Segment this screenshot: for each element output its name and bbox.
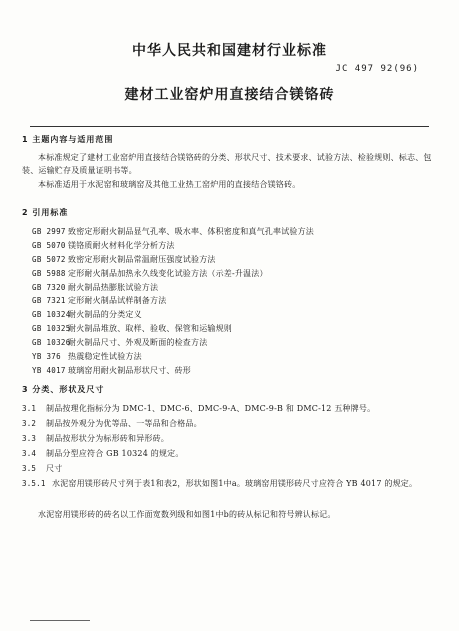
ref-title: 耐火制品的分类定义	[68, 310, 142, 320]
list-item	[32, 294, 442, 308]
standard-number: JC 497 92(96)	[335, 64, 419, 74]
ref-title: 耐火制品尺寸、外观及断面的检查方法	[68, 338, 208, 348]
ref-code: GB 5070	[32, 240, 66, 250]
ref-code: GB 5072	[32, 254, 66, 264]
ref-code: YB 4017	[32, 365, 66, 375]
clause-number: 3.4	[22, 449, 37, 458]
referenced-standards-list	[32, 225, 442, 378]
section-1-paragraph-1: 本标准规定了建材工业窑炉用直接结合镁铬砖的分类、形状尺寸、技术要求、试验方法、检验规则、标志、包装、运输贮存及质量证明书等。	[22, 153, 432, 175]
clause-text: 水泥窑用镁形砖尺寸列于表1和表2，形状如图1中a。玻璃窑用镁形砖尺寸应符合 YB 4017 的规定。	[52, 479, 418, 488]
list-item	[32, 336, 442, 350]
ref-code: GB 5988	[32, 268, 66, 278]
clause-text: 制品分型应符合 GB 10324 的规定。	[46, 449, 184, 458]
clause-3-5-1	[22, 477, 437, 490]
ref-title: 镁铬质耐火材料化学分析方法	[68, 240, 175, 250]
ref-code: GB 7320	[32, 282, 66, 292]
clause-number: 3.5	[22, 464, 37, 473]
section-1-heading: 1 主题内容与适用范围	[22, 135, 114, 144]
ref-title: 致密定形耐火制品显气孔率、吸水率、体积密度和真气孔率试验方法	[68, 227, 314, 236]
ref-code: GB 10325	[32, 324, 71, 334]
clause-3-3	[22, 432, 437, 445]
list-item	[32, 350, 442, 364]
ref-title: 热震稳定性试验方法	[68, 352, 142, 362]
document-title: 建材工业窑炉用直接结合镁铬砖	[124, 87, 335, 103]
clause-3-2	[22, 417, 437, 430]
list-item	[32, 364, 442, 378]
footer-divider	[30, 620, 90, 621]
ref-title: 耐火制品热膨胀试验方法	[68, 282, 159, 292]
list-item	[32, 322, 442, 336]
clause-number: 3.3	[22, 434, 37, 443]
ref-title: 定形耐火制品试样制备方法	[68, 296, 167, 306]
clause-3-1	[22, 402, 437, 415]
list-item	[32, 308, 442, 322]
ref-code: YB 376	[32, 352, 61, 362]
clause-3-5	[22, 462, 437, 475]
section-1-paragraph-2: 本标准适用于水泥窑和玻璃窑及其他工业热工窑炉用的直接结合镁铬砖。	[38, 180, 301, 189]
clause-text: 制品按理化指标分为 DMC-1、DMC-6、DMC-9-A、DMC-9-B 和 DMC-12 五种牌号。	[46, 404, 376, 413]
ref-code: GB 7321	[32, 296, 66, 306]
section-2-heading: 2 引用标准	[22, 208, 69, 217]
list-item	[32, 225, 442, 239]
clause-3-4	[22, 447, 437, 460]
clause-number: 3.2	[22, 419, 37, 428]
ref-title: 定形耐火制品加热永久线变化试验方法（示差-升温法）	[68, 268, 268, 278]
clause-number: 3.1	[22, 404, 37, 413]
list-item	[32, 239, 442, 253]
ref-code: GB 10326	[32, 338, 71, 348]
issuing-authority: 中华人民共和国建材行业标准	[132, 43, 327, 59]
ref-code: GB 10324	[32, 310, 71, 320]
list-item	[32, 253, 442, 267]
list-item	[32, 281, 442, 295]
ref-title: 玻璃窑用耐火制品形状尺寸、砖形	[68, 365, 191, 375]
ref-title: 致密定形耐火制品常温耐压强度试验方法	[68, 254, 216, 264]
clause-text: 制品按形状分为标形砖和异形砖。	[46, 434, 169, 443]
list-item	[32, 267, 442, 281]
section-3-paragraph: 水泥窑用镁形砖的砖名以工作面宽数列级和如图1中b的砖从标记和符号辨认标记。	[38, 510, 336, 519]
section-3-heading: 3 分类、形状及尺寸	[22, 385, 105, 394]
header-divider	[30, 126, 429, 127]
clause-text: 制品按外观分为优等品、一等品和合格品。	[46, 419, 202, 428]
ref-code: GB 2997	[32, 227, 66, 236]
clause-number: 3.5.1	[22, 479, 46, 488]
ref-title: 耐火制品堆放、取样、验收、保管和运输规则	[68, 324, 232, 334]
clause-text: 尺寸	[46, 464, 63, 473]
